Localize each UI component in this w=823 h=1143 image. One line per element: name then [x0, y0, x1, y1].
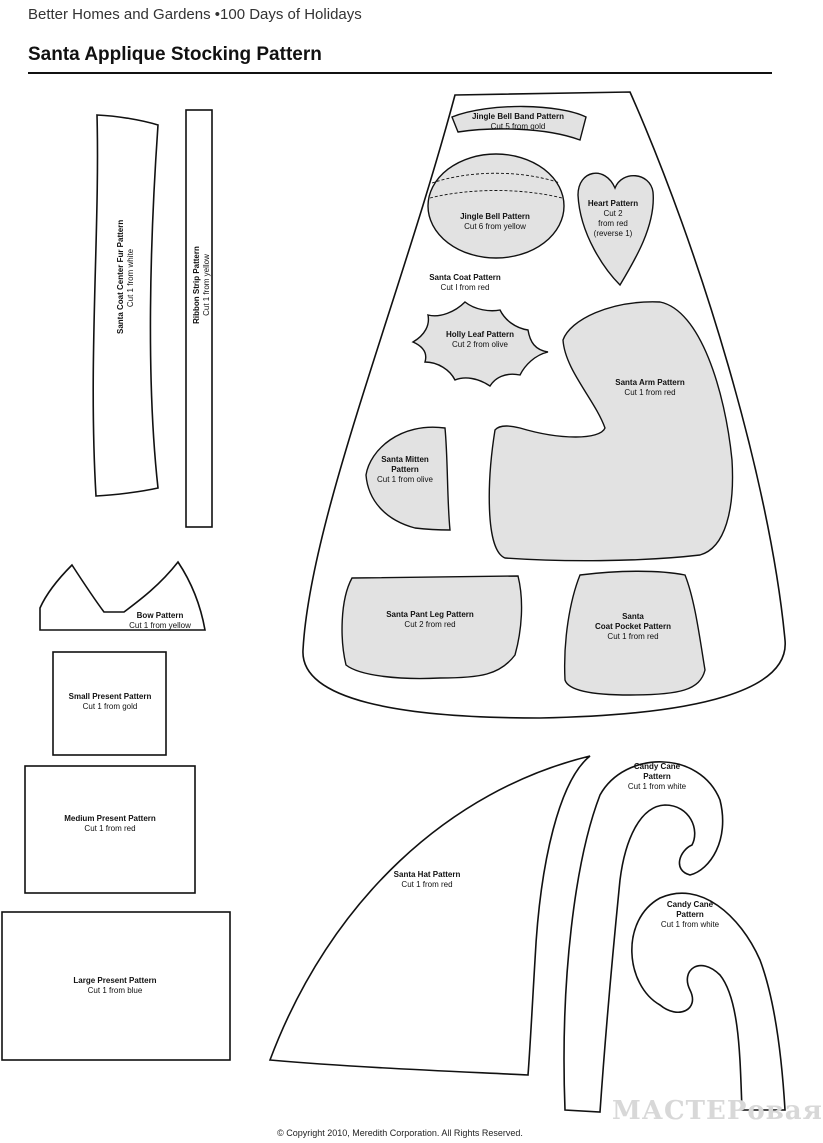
- jingle-band-label: Jingle Bell Band Pattern Cut 5 from gold: [471, 112, 565, 131]
- hat-label: Santa Hat Pattern Cut 1 from red: [393, 870, 461, 889]
- ribbon-label: Ribbon Strip Pattern Cut 1 from yellow: [192, 246, 211, 324]
- bow-label: Bow Pattern Cut 1 from yellow: [129, 611, 191, 630]
- holly-label: Holly Leaf Pattern Cut 2 from olive: [445, 330, 514, 349]
- medium-present-label: Medium Present Pattern Cut 1 from red: [64, 814, 156, 833]
- hat-shape: [270, 756, 590, 1075]
- candy-cane-1-label: Candy Cane Pattern Cut 1 from white: [627, 762, 687, 791]
- watermark-logo: МАСТЕРовая: [612, 1096, 823, 1126]
- candy-cane-1-shape: [564, 762, 723, 1112]
- pant-leg-label: Santa Pant Leg Pattern Cut 2 from red: [386, 610, 474, 629]
- copyright-footer: © Copyright 2010, Meredith Corporation. All Rights Reserved.: [277, 1128, 523, 1138]
- jingle-bell-label: Jingle Bell Pattern Cut 6 from yellow: [460, 212, 530, 231]
- candy-cane-2-label: Candy Cane Pattern Cut 1 from white: [660, 900, 720, 929]
- arm-label: Santa Arm Pattern Cut 1 from red: [615, 378, 685, 397]
- page-title: Santa Applique Stocking Pattern: [28, 44, 322, 65]
- jingle-bell-shape: [428, 154, 564, 258]
- small-present-label: Small Present Pattern Cut 1 from gold: [68, 692, 152, 711]
- large-present-label: Large Present Pattern Cut 1 from blue: [73, 976, 157, 995]
- santa-coat-label: Santa Coat Pattern Cut I from red: [429, 273, 501, 292]
- heart-label: Heart Pattern Cut 2 from red (reverse 1): [587, 199, 639, 238]
- coat-fur-label: Santa Coat Center Fur Pattern Cut 1 from white: [116, 219, 135, 334]
- publication-name: Better Homes and Gardens •100 Days of Holidays: [28, 6, 362, 23]
- mitten-label: Santa Mitten Pattern Cut 1 from olive: [376, 455, 434, 484]
- pocket-label: Santa Coat Pocket Pattern Cut 1 from red: [594, 612, 672, 641]
